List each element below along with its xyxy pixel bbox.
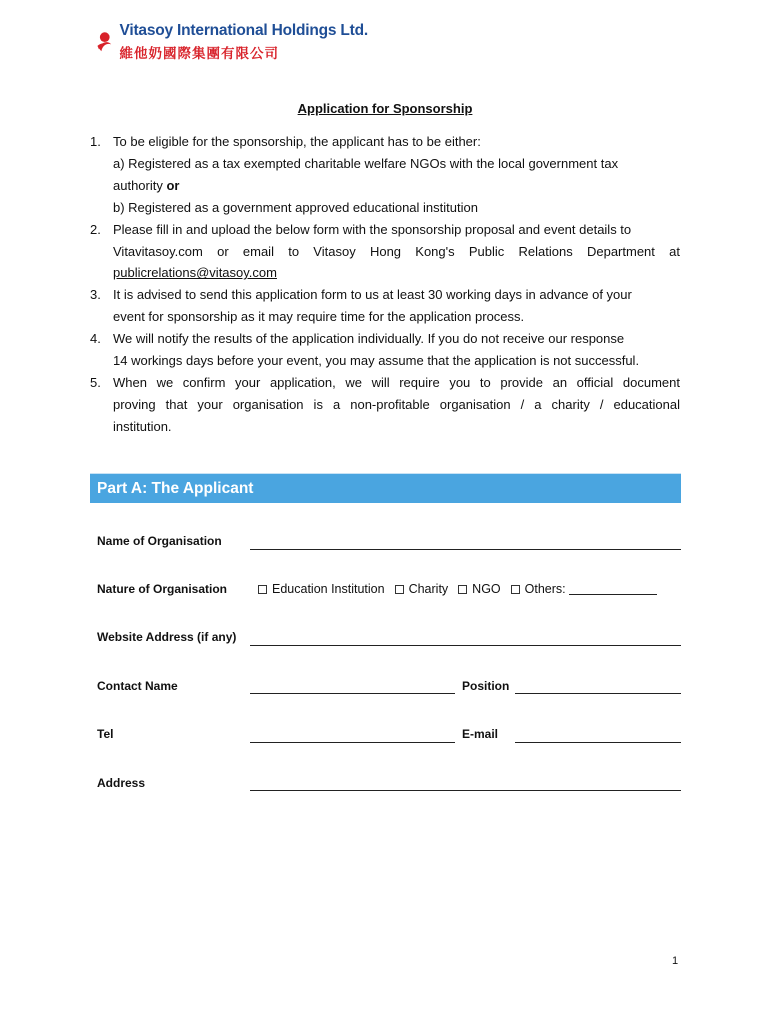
email-field[interactable] [515,742,681,743]
company-name-en: Vitasoy International Holdings Ltd. [119,22,368,39]
rule-line: When we confirm your application, we will require you to provide an official document [113,374,680,390]
contact-name-field[interactable] [250,693,455,694]
nature-option-charity[interactable] [395,582,449,596]
rule-line: b) Registered as a government approved educational institution [113,199,478,215]
address-field[interactable] [250,790,681,791]
rule-item [90,328,680,372]
others-label: Others: [524,582,566,596]
rule-or-emphasis: or [166,177,180,193]
rule-line: proving that your organisation is a non-profitable organisation / a charity / educational [113,396,680,412]
rule-line: event for sponsorship as it may require time for the application process. [113,309,525,325]
position-field[interactable] [515,693,681,694]
eligibility-rules-list [90,131,680,438]
page-number: 1 [672,955,679,967]
rule-line: 14 workings days before your event, you may assume that the application is not successful. [113,353,640,369]
rule-item [90,284,680,328]
tel-field[interactable] [250,742,455,743]
company-name-zh: 維他奶國際集團有限公司 [119,46,279,62]
rule-line: a) Registered as a tax exempted charitable welfare NGOs with the local government tax [113,155,619,171]
org-name-field[interactable] [250,549,681,550]
rule-item [90,372,680,438]
rule-line: It is advised to send this application form to us at least 30 working days in advance of your [113,287,632,303]
rule-number: 3. [90,287,101,303]
org-name-label: Name of Organisation [97,534,222,548]
rule-number: 5. [90,374,101,390]
rule-line: We will notify the results of the application individually. If you do not receive our response [113,331,625,347]
rule-item [90,131,680,219]
rule-line-authority [113,175,680,197]
others-checkbox[interactable] [511,585,520,594]
nature-option-education[interactable] [258,582,385,596]
document-title: Application for Sponsorship [297,101,473,116]
website-label: Website Address (if any) [97,630,237,644]
contact-name-label: Contact Name [97,679,178,693]
website-field[interactable] [250,645,681,646]
education-label: Education Institution [272,582,385,596]
ngo-checkbox[interactable] [458,585,467,594]
rule-line: institution. [113,418,172,434]
position-label: Position [462,679,510,693]
vitasoy-logo-icon [96,17,114,67]
address-label: Address [97,776,146,790]
rule-line: Please fill in and upload the below form with the sponsorship proposal and event details to [113,221,632,237]
company-logo [96,12,368,72]
education-checkbox[interactable] [258,585,267,594]
nature-option-others[interactable] [511,582,657,596]
tel-label: Tel [97,727,114,741]
nature-label: Nature of Organisation [97,582,228,596]
section-header-part-a: Part A: The Applicant [90,473,681,503]
charity-checkbox[interactable] [395,585,404,594]
rule-number: 4. [90,331,101,347]
rule-number: 2. [90,221,101,237]
others-field[interactable] [569,583,657,595]
ngo-label: NGO [472,582,501,596]
rule-line: To be eligible for the sponsorship, the applicant has to be either: [113,134,481,149]
email-label: E-mail [462,727,499,741]
nature-options [258,582,667,596]
rule-number: 1. [90,134,101,149]
nature-option-ngo[interactable] [458,582,500,596]
pr-email-link[interactable]: publicrelations@vitasoy.com [113,265,277,281]
rule-item [90,219,680,285]
rule-line-authority-text: authority [113,177,167,193]
rule-line: Vitavitasoy.com or email to Vitasoy Hong Kong's Public Relations Department at [113,243,680,259]
charity-label: Charity [408,582,449,596]
